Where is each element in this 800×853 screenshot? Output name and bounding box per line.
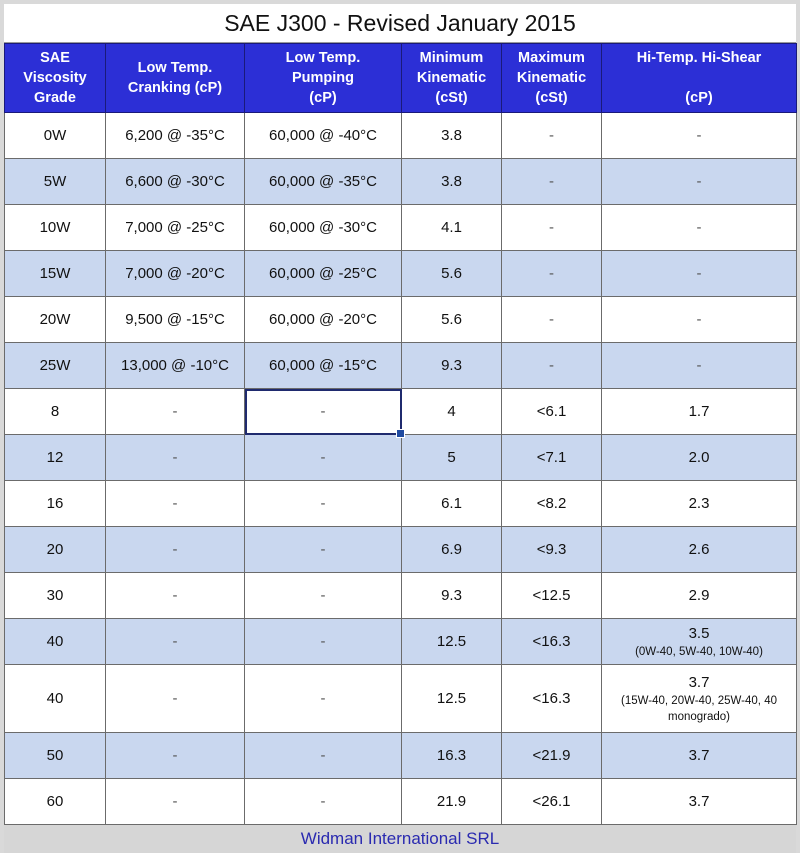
header-cranking[interactable]: Low Temp. Cranking (cP) <box>106 44 245 113</box>
cell-pumping[interactable]: 60,000 @ -20°C <box>245 297 402 343</box>
cell-min-kinematic[interactable]: 16.3 <box>402 733 502 779</box>
cell-grade[interactable]: 8 <box>5 389 106 435</box>
table-title: SAE J300 - Revised January 2015 <box>4 4 796 43</box>
cell-min-kinematic[interactable]: 4.1 <box>402 205 502 251</box>
hths-value: 3.7 <box>688 673 710 691</box>
cell-grade[interactable]: 25W <box>5 343 106 389</box>
cell-pumping[interactable]: - <box>245 573 402 619</box>
cell-pumping[interactable]: - <box>245 733 402 779</box>
spreadsheet-sheet <box>4 4 796 847</box>
cell-max-kinematic[interactable]: - <box>502 113 602 159</box>
cell-cranking[interactable]: - <box>106 733 245 779</box>
cell-hths[interactable] <box>602 619 797 665</box>
hths-note: (15W-40, 20W-40, 25W-40, 40 monogrado) <box>621 694 777 723</box>
table-row <box>5 733 797 779</box>
table-row <box>5 205 797 251</box>
cell-grade[interactable]: 40 <box>5 665 106 733</box>
cell-max-kinematic[interactable]: <26.1 <box>502 779 602 825</box>
cell-pumping[interactable]: - <box>245 619 402 665</box>
cell-cranking[interactable]: - <box>106 573 245 619</box>
header-min-kinematic[interactable]: Minimum Kinematic (cSt) <box>402 44 502 113</box>
hths-note: (0W-40, 5W-40, 10W-40) <box>635 645 763 658</box>
header-pumping[interactable]: Low Temp. Pumping (cP) <box>245 44 402 113</box>
cell-min-kinematic[interactable]: 9.3 <box>402 343 502 389</box>
cell-min-kinematic[interactable]: 3.8 <box>402 159 502 205</box>
table-row <box>5 297 797 343</box>
cell-hths[interactable]: 3.7 <box>602 733 797 779</box>
cell-grade[interactable]: 5W <box>5 159 106 205</box>
hths-value: 3.5 <box>688 624 710 642</box>
header-row <box>5 44 797 113</box>
cell-pumping[interactable]: 60,000 @ -35°C <box>245 159 402 205</box>
cell-hths[interactable]: 2.6 <box>602 527 797 573</box>
cell-grade[interactable]: 20W <box>5 297 106 343</box>
cell-pumping[interactable]: - <box>245 481 402 527</box>
cell-min-kinematic[interactable]: 6.1 <box>402 481 502 527</box>
cell-min-kinematic[interactable]: 12.5 <box>402 619 502 665</box>
cell-max-kinematic[interactable]: - <box>502 343 602 389</box>
cell-hths[interactable]: 2.0 <box>602 435 797 481</box>
cell-max-kinematic[interactable]: <7.1 <box>502 435 602 481</box>
cell-max-kinematic[interactable]: <16.3 <box>502 665 602 733</box>
cell-pumping[interactable]: - <box>245 665 402 733</box>
cell-hths[interactable]: 1.7 <box>602 389 797 435</box>
cell-grade[interactable]: 20 <box>5 527 106 573</box>
cell-pumping[interactable]: 60,000 @ -15°C <box>245 343 402 389</box>
cell-grade[interactable]: 40 <box>5 619 106 665</box>
cell-cranking[interactable]: - <box>106 619 245 665</box>
header-sae-grade[interactable]: SAE Viscosity Grade <box>5 44 106 113</box>
table-row <box>5 573 797 619</box>
cell-max-kinematic[interactable]: <21.9 <box>502 733 602 779</box>
cell-pumping[interactable]: 60,000 @ -30°C <box>245 205 402 251</box>
cell-min-kinematic[interactable]: 3.8 <box>402 113 502 159</box>
table-row <box>5 481 797 527</box>
table-row <box>5 389 797 435</box>
cell-cranking[interactable]: 6,200 @ -35°C <box>106 113 245 159</box>
table-row <box>5 159 797 205</box>
cell-hths[interactable]: - <box>602 343 797 389</box>
cell-hths[interactable]: 3.7 <box>602 779 797 825</box>
cell-min-kinematic[interactable]: 5 <box>402 435 502 481</box>
table-row <box>5 435 797 481</box>
cell-min-kinematic[interactable]: 9.3 <box>402 573 502 619</box>
cell-grade[interactable]: 10W <box>5 205 106 251</box>
cell-cranking[interactable]: 9,500 @ -15°C <box>106 297 245 343</box>
table-row <box>5 251 797 297</box>
cell-pumping[interactable]: - <box>245 779 402 825</box>
cell-max-kinematic[interactable]: <16.3 <box>502 619 602 665</box>
table-row <box>5 665 797 733</box>
cell-grade[interactable]: 16 <box>5 481 106 527</box>
viscosity-table <box>4 43 797 825</box>
fill-handle[interactable] <box>396 429 405 438</box>
cell-cranking[interactable]: - <box>106 527 245 573</box>
cell-cranking[interactable]: 7,000 @ -25°C <box>106 205 245 251</box>
table-row <box>5 527 797 573</box>
cell-max-kinematic[interactable]: <9.3 <box>502 527 602 573</box>
cell-grade[interactable]: 60 <box>5 779 106 825</box>
cell-hths[interactable] <box>602 665 797 733</box>
table-row <box>5 113 797 159</box>
cell-grade[interactable]: 30 <box>5 573 106 619</box>
header-max-kinematic[interactable]: Maximum Kinematic (cSt) <box>502 44 602 113</box>
cell-cranking[interactable]: - <box>106 435 245 481</box>
cell-min-kinematic[interactable]: 4 <box>402 389 502 435</box>
cell-hths[interactable]: 2.9 <box>602 573 797 619</box>
cell-pumping[interactable]: - <box>245 435 402 481</box>
cell-max-kinematic[interactable]: - <box>502 205 602 251</box>
table-row <box>5 619 797 665</box>
cell-min-kinematic[interactable]: 21.9 <box>402 779 502 825</box>
cell-max-kinematic[interactable]: - <box>502 251 602 297</box>
cell-grade[interactable]: 15W <box>5 251 106 297</box>
cell-max-kinematic[interactable]: <8.2 <box>502 481 602 527</box>
cell-pumping[interactable]: 60,000 @ -25°C <box>245 251 402 297</box>
cell-hths[interactable]: - <box>602 205 797 251</box>
cell-pumping[interactable]: - <box>245 527 402 573</box>
cell-hths[interactable]: - <box>602 113 797 159</box>
cell-hths[interactable]: 2.3 <box>602 481 797 527</box>
table-row <box>5 779 797 825</box>
cell-min-kinematic[interactable]: 5.6 <box>402 251 502 297</box>
cell-grade[interactable]: 50 <box>5 733 106 779</box>
cell-max-kinematic[interactable]: - <box>502 297 602 343</box>
header-hths[interactable]: Hi-Temp. Hi-Shear (cP) <box>602 44 797 113</box>
cell-hths[interactable]: - <box>602 159 797 205</box>
cell-max-kinematic[interactable]: <6.1 <box>502 389 602 435</box>
selected-cell[interactable]: - <box>245 389 402 435</box>
cell-min-kinematic[interactable]: 6.9 <box>402 527 502 573</box>
cell-cranking[interactable]: - <box>106 665 245 733</box>
cell-pumping[interactable]: 60,000 @ -40°C <box>245 113 402 159</box>
cell-min-kinematic[interactable]: 12.5 <box>402 665 502 733</box>
cell-min-kinematic[interactable]: 5.6 <box>402 297 502 343</box>
cell-cranking[interactable]: - <box>106 389 245 435</box>
cell-cranking[interactable]: 7,000 @ -20°C <box>106 251 245 297</box>
cell-grade[interactable]: 12 <box>5 435 106 481</box>
cell-max-kinematic[interactable]: - <box>502 159 602 205</box>
cell-cranking[interactable]: 13,000 @ -10°C <box>106 343 245 389</box>
footer-credit: Widman International SRL <box>4 825 796 853</box>
cell-hths[interactable]: - <box>602 251 797 297</box>
table-body <box>5 113 797 825</box>
cell-cranking[interactable]: - <box>106 779 245 825</box>
cell-cranking[interactable]: - <box>106 481 245 527</box>
cell-cranking[interactable]: 6,600 @ -30°C <box>106 159 245 205</box>
cell-hths[interactable]: - <box>602 297 797 343</box>
cell-max-kinematic[interactable]: <12.5 <box>502 573 602 619</box>
cell-grade[interactable]: 0W <box>5 113 106 159</box>
table-row <box>5 343 797 389</box>
